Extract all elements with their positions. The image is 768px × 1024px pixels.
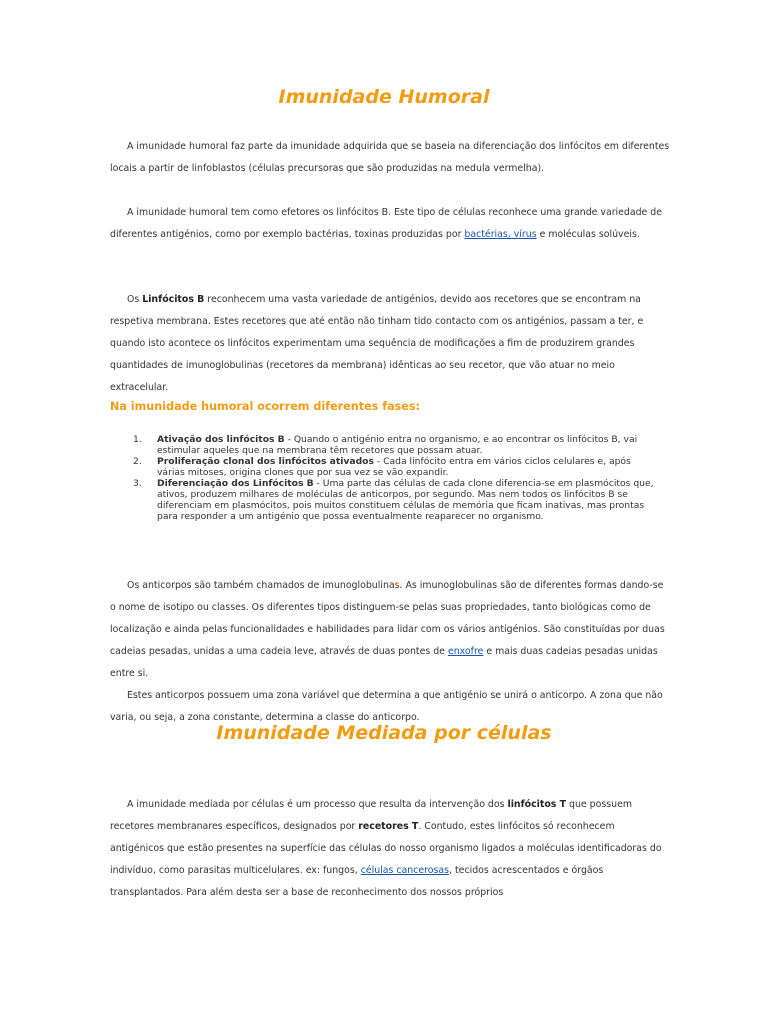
list-text: - Quando o antigénio entra no organismo, e ao encontrar os linfócitos B, vai estimular aqueles que na membrana têm recetores que possam atuar. <box>157 434 638 456</box>
bold-term: Linfócitos B <box>142 294 205 305</box>
bold-term: recetores T <box>358 821 419 832</box>
phases-list <box>133 434 661 522</box>
bold-term: Ativação dos linfócitos B <box>157 434 285 445</box>
section-title: Imunidade Mediada por células <box>216 722 552 744</box>
bold-term: Proliferação clonal dos linfócitos ativados <box>157 456 374 467</box>
page-title: Imunidade Humoral <box>278 86 490 108</box>
paragraph-text: . Contudo, estes linfócitos só reconhecem antigénicos que estão presentes na superfície das células do nosso organismo ligados a moléculas identificadoras do indivíduo, como parasitas multicelulares. ex: fungos, <box>110 821 662 876</box>
list-number: 2. <box>133 456 142 467</box>
list-number: 1. <box>133 434 142 445</box>
paragraph-text: , tecidos acrescentados e órgãos transplantados. Para além desta ser a base de reconhecimento dos nossos próprios <box>110 865 604 898</box>
paragraph-intro <box>110 136 670 180</box>
bold-term: linfócitos T <box>507 799 567 810</box>
enxofre-link[interactable]: enxofre <box>447 646 484 657</box>
section-subheading: Na imunidade humoral ocorrem diferentes fases: <box>110 400 421 413</box>
paragraph-text: Os anticorpos são também chamados de imunoglobulina <box>127 580 395 591</box>
paragraph-text: que possuem recetores membranares específicos, designados por <box>110 799 632 832</box>
paragraph-text: A imunidade mediada por células é um processo que resulta da intervenção dos <box>127 799 508 810</box>
paragraph-text: e mais duas cadeias pesadas unidas entre si. <box>110 646 658 679</box>
paragraph-text: Estes anticorpos possuem uma zona variável que determina a que antigénio se unirá o anticorpo. A zona que não varia, ou seja, a zona constante, determina a classe do anticorpo. <box>110 690 663 723</box>
list-text: - Cada linfócito entra em vários ciclos celulares e, após várias mitoses, origina clones que por sua vez se vão expandir. <box>157 456 631 478</box>
list-number: 3. <box>133 478 142 489</box>
paragraph-text: e moléculas solúveis. <box>536 229 640 240</box>
paragraph-text: A imunidade humoral faz parte da imunidade adquirida que se baseia na diferenciação dos linfócitos em diferentes locais a partir de linfoblastos (células precursoras que são produzidas na medula vermelha). <box>110 141 670 174</box>
list-item <box>133 434 661 456</box>
list-item <box>133 478 661 522</box>
paragraph-text: . As imunoglobulinas são de diferentes formas dando-se o nome de isotipo ou classes. Os diferentes tipos distinguem-se pelas suas propriedades, tanto biológicas como de localização e ainda pelas funcionalidades e habilidades para lidar com os vários antigénios. São constituídas por duas cadeias pesadas, unidas a uma cadeia leve, através de duas pontes de <box>110 580 665 657</box>
paragraph-text: Os <box>127 294 143 305</box>
bacteria-virus-link[interactable]: bactérias, vírus <box>464 229 537 240</box>
paragraph-lymphocytes-b <box>110 289 670 399</box>
list-item <box>133 456 661 478</box>
cancer-cells-link[interactable]: células cancerosas <box>360 865 450 876</box>
paragraph-text: A imunidade humoral tem como efetores os linfócitos B. Este tipo de células reconhece uma grande variedade de diferentes antigénios, como por exemplo bactérias, toxinas produzidas por <box>110 207 663 240</box>
paragraph-antibodies <box>110 575 670 729</box>
paragraph-effectors <box>110 202 670 246</box>
paragraph-text: reconhecem uma vasta variedade de antigénios, devido aos recetores que se encontram na respetiva membrana. Estes recetores que até então não tinham tido contacto com os antigénios, passam a ter, e quando isto acontece os linfócitos experimentam uma sequência de modificações a fim de produzirem grandes quantidades de imunoglobulinas (recetores da membrana) idênticas ao seu recetor, que vão atuar no meio extracelular. <box>110 294 644 393</box>
highlighted-letter: s <box>394 580 400 591</box>
bold-term: Diferenciação dos Linfócitos B <box>157 478 314 489</box>
paragraph-cell-mediated <box>110 794 670 904</box>
list-text: - Uma parte das células de cada clone diferencia-se em plasmócitos que, ativos, produzem milhares de moléculas de anticorpos, por segundo. Mas nem todos os linfócitos B se diferenciam em plasmócitos, pois muitos constituem células de memória que ficam inativas, mas prontas para responder a um antigénio que possa eventualmente reaparecer no organismo. <box>157 478 654 522</box>
